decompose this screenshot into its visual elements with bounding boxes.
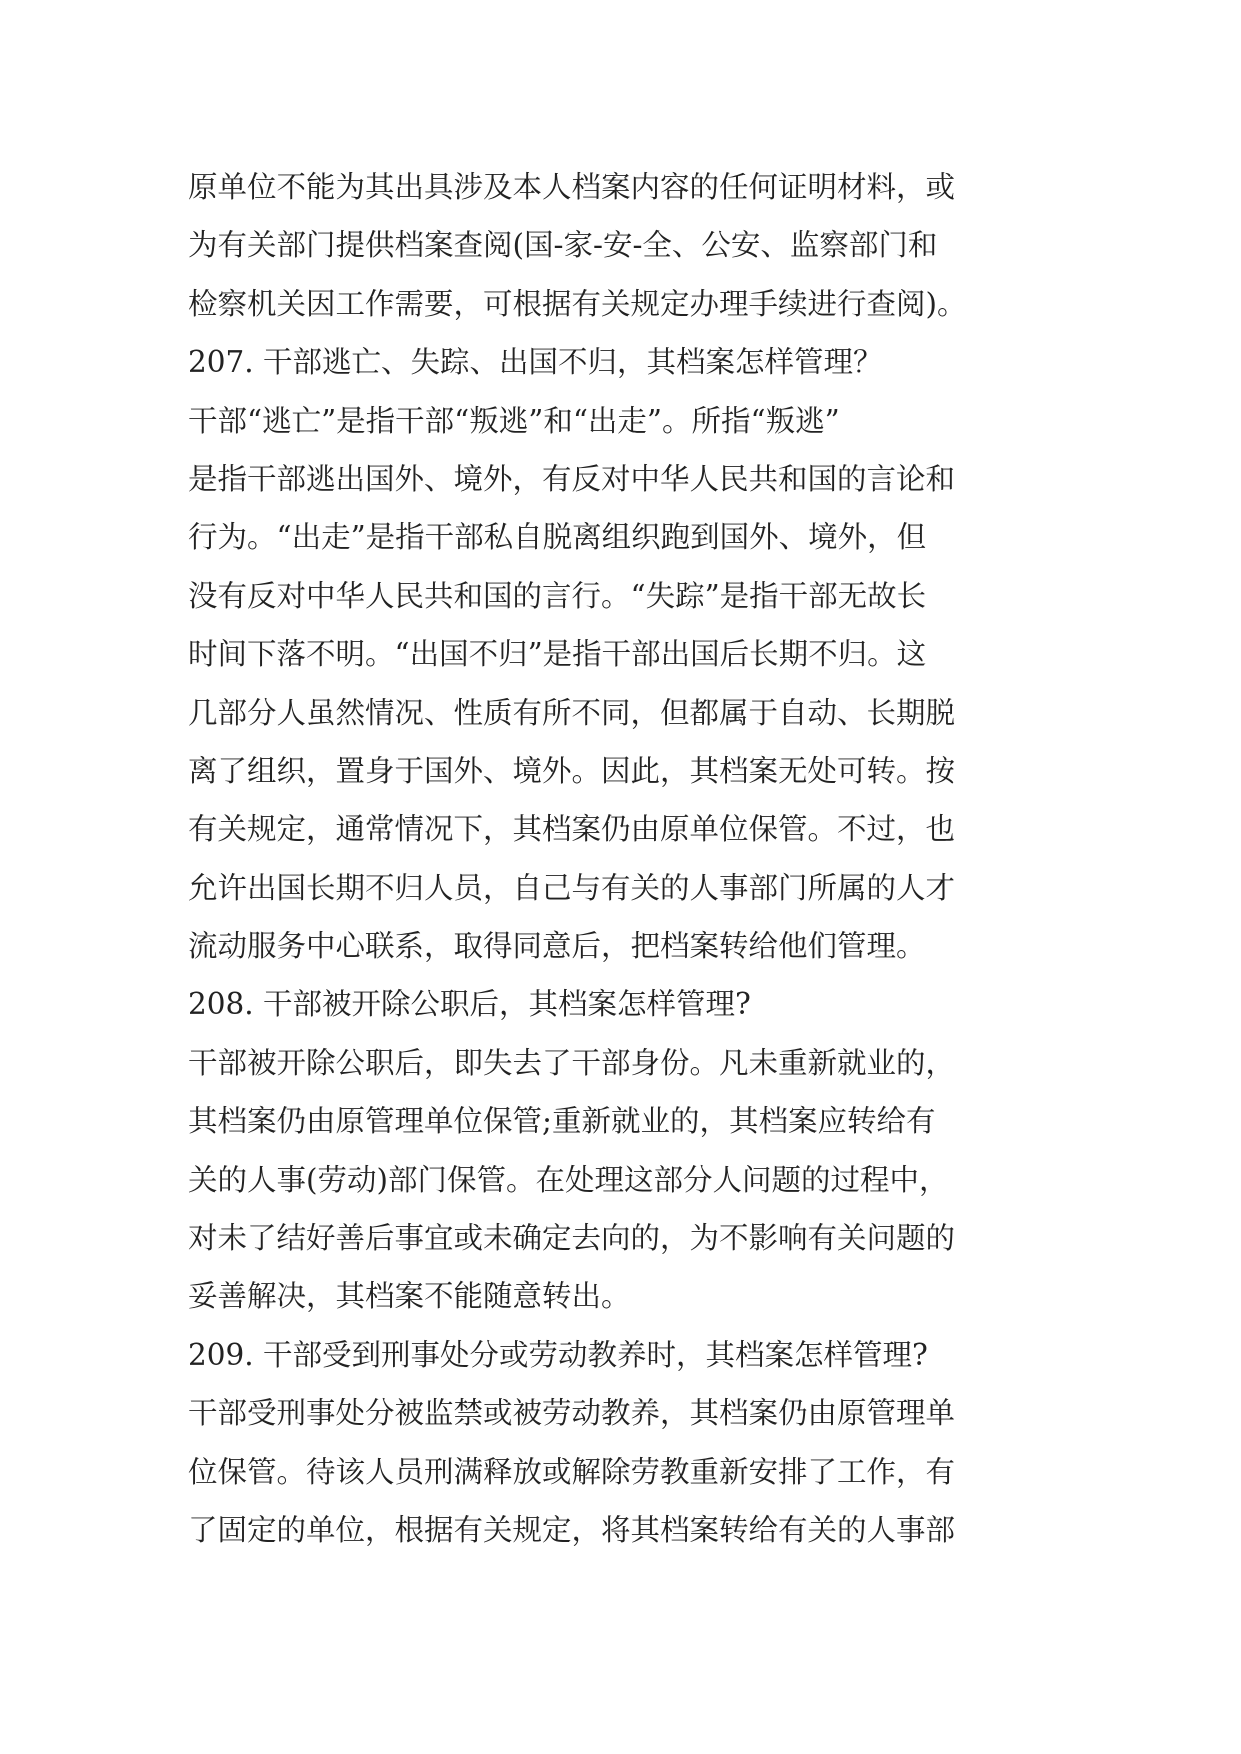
paragraph-line: 干部被开除公职后，即失去了干部身份。凡未重新就业的， bbox=[188, 1045, 956, 1080]
paragraph-line: 干部“逃亡”是指干部“叛逃”和“出走”。所指“叛逃” bbox=[188, 403, 840, 438]
document-body bbox=[188, 158, 1068, 1559]
question-heading-207: 207. 干部逃亡、失踪、出国不归，其档案怎样管理？ bbox=[188, 345, 883, 380]
question-heading-208: 208. 干部被开除公职后，其档案怎样管理? bbox=[188, 987, 751, 1022]
paragraph-line: 允许出国长期不归人员，自己与有关的人事部门所属的人才 bbox=[188, 870, 956, 905]
paragraph-line: 妥善解决，其档案不能随意转出。 bbox=[188, 1279, 631, 1314]
paragraph-line: 没有反对中华人民共和国的言行。“失踪”是指干部无故长 bbox=[188, 578, 927, 613]
paragraph-line: 为有关部门提供档案查阅(国-家-安-全、公安、监察部门和 bbox=[188, 228, 938, 263]
paragraph-line: 干部受刑事处分被监禁或被劳动教养，其档案仍由原管理单 bbox=[188, 1396, 956, 1431]
paragraph-line: 离了组织，置身于国外、境外。因此，其档案无处可转。按 bbox=[188, 753, 956, 788]
paragraph-line: 是指干部逃出国外、境外，有反对中华人民共和国的言论和 bbox=[188, 461, 956, 496]
paragraph-line: 检察机关因工作需要，可根据有关规定办理手续进行查阅)。 bbox=[188, 286, 967, 321]
paragraph-line: 其档案仍由原管理单位保管;重新就业的，其档案应转给有 bbox=[188, 1104, 936, 1139]
paragraph-line: 关的人事(劳动)部门保管。在处理这部分人问题的过程中， bbox=[188, 1162, 949, 1197]
paragraph-line: 几部分人虽然情况、性质有所不同，但都属于自动、长期脱 bbox=[188, 695, 956, 730]
paragraph-line: 位保管。待该人员刑满释放或解除劳教重新安排了工作，有 bbox=[188, 1454, 956, 1489]
paragraph-line: 对未了结好善后事宜或未确定去向的，为不影响有关问题的 bbox=[188, 1221, 956, 1256]
paragraph-line: 时间下落不明。“出国不归”是指干部出国后长期不归。这 bbox=[188, 637, 927, 672]
paragraph-line: 了固定的单位，根据有关规定，将其档案转给有关的人事部 bbox=[188, 1512, 956, 1547]
paragraph-line: 有关规定，通常情况下，其档案仍由原单位保管。不过，也 bbox=[188, 812, 956, 847]
paragraph-line: 流动服务中心联系，取得同意后，把档案转给他们管理。 bbox=[188, 929, 926, 964]
paragraph-line: 原单位不能为其出具涉及本人档案内容的任何证明材料，或 bbox=[188, 170, 956, 204]
question-heading-209: 209. 干部受到刑事处分或劳动教养时，其档案怎样管理? bbox=[188, 1337, 928, 1372]
paragraph-line: 行为。“出走”是指干部私自脱离组织跑到国外、境外，但 bbox=[188, 520, 927, 555]
